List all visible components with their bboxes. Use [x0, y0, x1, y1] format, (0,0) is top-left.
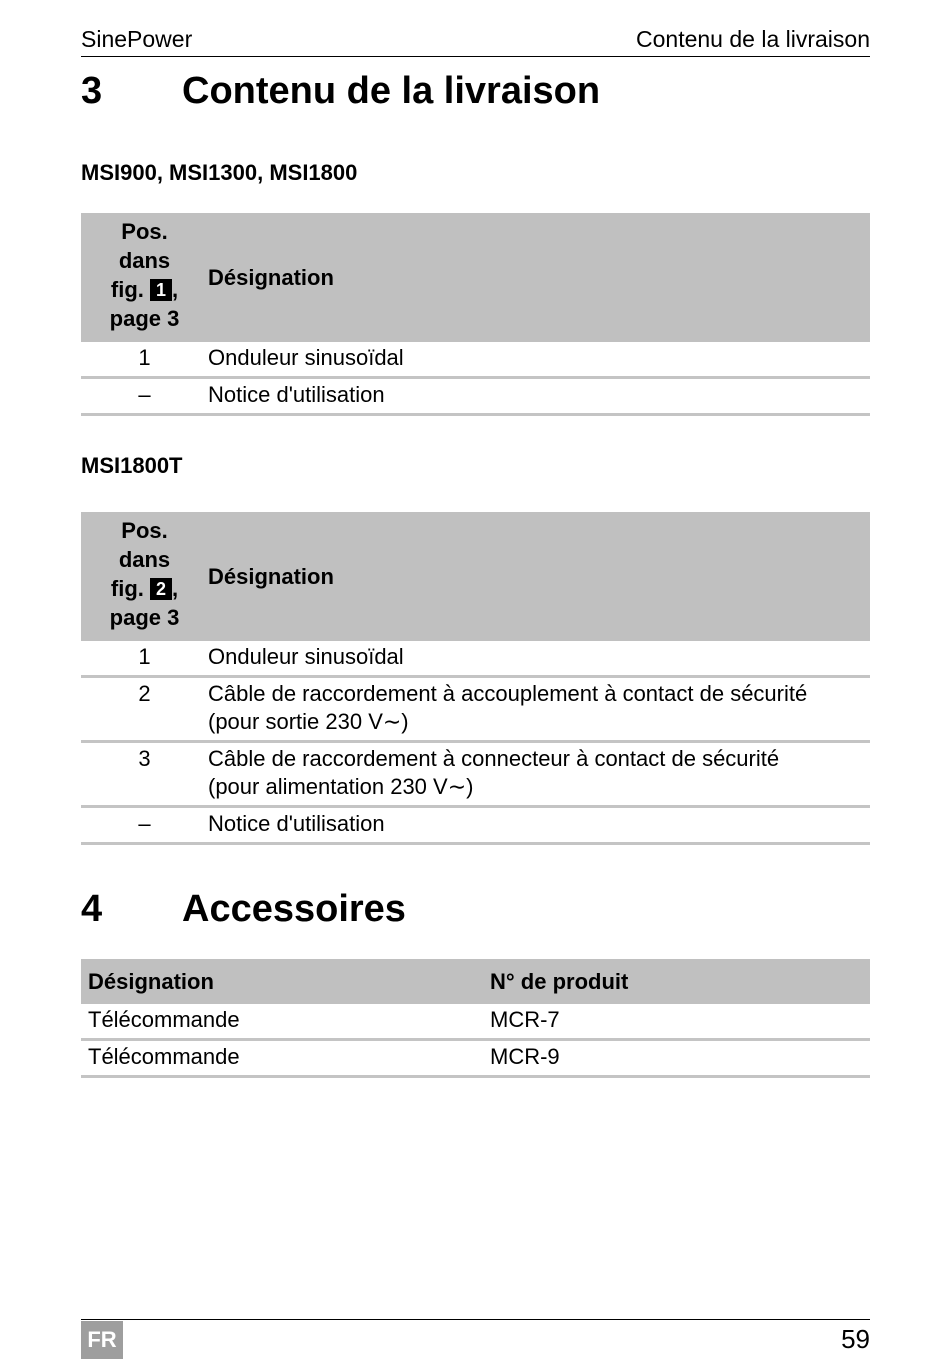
row-pos: 2 — [81, 677, 208, 742]
table-row — [81, 378, 870, 415]
header-product-name: SinePower — [81, 26, 193, 52]
row-pos: – — [81, 378, 208, 415]
table-row — [81, 742, 870, 807]
row-product-number: MCR-9 — [483, 1040, 870, 1077]
table-row — [81, 807, 870, 844]
row-pos: 1 — [81, 641, 208, 677]
row-designation: Télécommande — [81, 1040, 483, 1077]
figure-ref-badge: 2 — [150, 578, 172, 600]
table-row — [81, 677, 870, 742]
pos-label-line2: dans — [118, 547, 171, 572]
section-number: 4 — [81, 888, 103, 930]
pos-label-fig: fig. — [110, 277, 144, 302]
pos-label-line1: Pos. — [121, 518, 168, 543]
table-row — [81, 1004, 870, 1040]
column-header-pos: Pos. dans fig. 2 , page 3 — [81, 512, 208, 641]
column-header-product-number: N° de produit — [483, 959, 870, 1004]
language-badge: FR — [81, 1321, 123, 1359]
row-designation — [208, 742, 870, 807]
accessories-table — [81, 959, 870, 1078]
pos-label-line1: Pos. — [121, 219, 168, 244]
figure-ref-badge: 1 — [150, 279, 172, 301]
table-row — [81, 641, 870, 677]
group-2-heading: MSI1800T — [81, 453, 183, 478]
column-header-pos: Pos. dans fig. 1 , page 3 — [81, 213, 208, 342]
row-pos: 1 — [81, 342, 208, 378]
delivery-table-2 — [81, 512, 870, 845]
page-header — [81, 24, 870, 57]
pos-label-fig: fig. — [110, 576, 144, 601]
table-row — [81, 342, 870, 378]
pos-label-line2: dans — [118, 248, 171, 273]
row-designation-line2: (pour sortie 230 V∼) — [208, 709, 409, 734]
table-row — [81, 1040, 870, 1077]
group-1-heading: MSI900, MSI1300, MSI1800 — [81, 160, 358, 185]
section-number: 3 — [81, 70, 103, 112]
row-designation: Notice d'utilisation — [208, 807, 870, 844]
row-designation: Onduleur sinusoïdal — [208, 641, 870, 677]
footer-divider — [81, 1319, 870, 1320]
header-section-title: Contenu de la livraison — [636, 26, 870, 52]
row-designation-line2: (pour alimentation 230 V∼) — [208, 774, 474, 799]
row-designation: Notice d'utilisation — [208, 378, 870, 415]
page-number: 59 — [841, 1324, 870, 1354]
section-title: Contenu de la livraison — [182, 70, 601, 112]
row-designation-line1: Câble de raccordement à connecteur à contact de sécurité — [208, 746, 780, 771]
row-pos: – — [81, 807, 208, 844]
pos-label-page: page 3 — [109, 605, 180, 630]
row-designation: Onduleur sinusoïdal — [208, 342, 870, 378]
column-header-designation: Désignation — [208, 512, 870, 641]
row-product-number: MCR-7 — [483, 1004, 870, 1040]
row-designation — [208, 677, 870, 742]
column-header-designation: Désignation — [208, 213, 870, 342]
row-pos: 3 — [81, 742, 208, 807]
row-designation-line1: Câble de raccordement à accouplement à contact de sécurité — [208, 681, 808, 706]
pos-label-page: page 3 — [109, 306, 180, 331]
row-designation: Télécommande — [81, 1004, 483, 1040]
delivery-table-1 — [81, 213, 870, 416]
column-header-designation: Désignation — [81, 959, 483, 1004]
section-title: Accessoires — [182, 888, 406, 930]
